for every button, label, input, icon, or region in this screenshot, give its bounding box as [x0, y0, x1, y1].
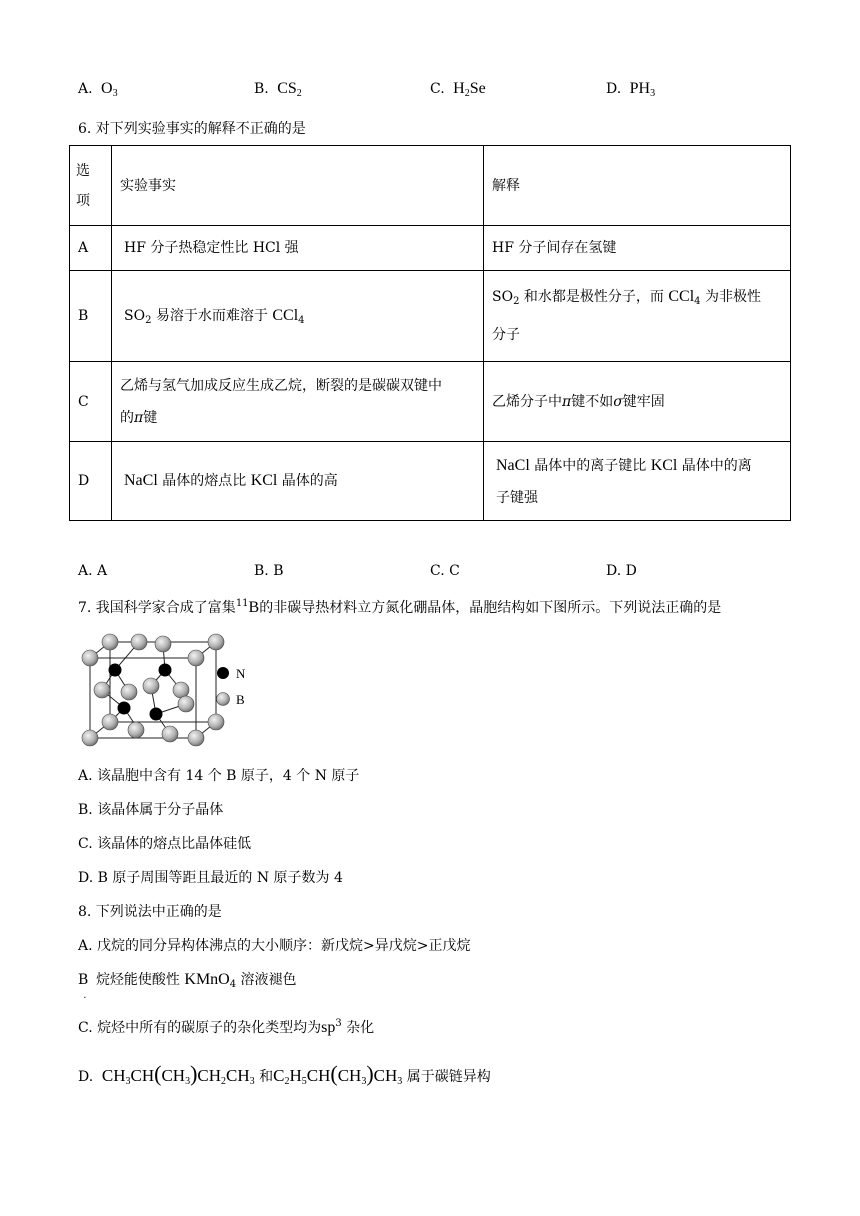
q8-stem: 8. 下列说法中正确的是	[78, 904, 222, 920]
header-option	[70, 146, 112, 226]
crystal-structure-figure	[76, 630, 276, 752]
q6-table	[69, 145, 791, 521]
q5-option-d[interactable]	[606, 80, 655, 98]
q5-option-b[interactable]	[254, 80, 302, 98]
option-label: D.	[78, 1069, 94, 1085]
formula-1: $CH_3CH(CH_3)CH_2CH_3$	[97, 1061, 255, 1087]
row-fact: 乙烯与氢气加成反应生成乙烷，断裂的是碳碳双键中 的π键	[112, 362, 484, 442]
table-row	[70, 226, 791, 271]
q6-option-c[interactable]: C. C	[430, 563, 460, 579]
legend-n-marker	[217, 667, 229, 679]
header-text: 选	[76, 162, 90, 179]
table-row	[70, 442, 791, 521]
q6-option-a[interactable]: A. A	[78, 563, 108, 579]
q7-option-a[interactable]: A. 该晶胞中含有 14 个 B 原子，4 个 N 原子	[78, 768, 360, 784]
option-label: B	[78, 972, 89, 988]
q7-option-c[interactable]: C. 该晶体的熔点比晶体硅低	[78, 836, 252, 852]
q5-option-a[interactable]	[78, 80, 118, 98]
q5-option-c[interactable]	[430, 80, 486, 98]
atoms-n	[109, 664, 172, 721]
option-label: A.	[78, 81, 93, 97]
q8-option-c[interactable]: C. 烷烃中所有的碳原子的杂化类型均为$sp^3$ 杂化	[78, 1018, 375, 1036]
q7-stem: 7. 我国科学家合成了富集$^{11}$B的非碳导热材料立方氮化硼晶体，晶胞结构如下图所示。下列说法正确的是	[78, 598, 722, 616]
option-label: B.	[254, 81, 269, 97]
q6-option-d[interactable]: D. D	[606, 563, 637, 579]
formula: $PH_3$	[629, 80, 656, 99]
legend-n-label: N	[236, 666, 246, 681]
atoms-b	[82, 634, 224, 746]
row-fact: HF 分子热稳定性比 HCl 强	[112, 226, 484, 271]
q8-option-d[interactable]: D. $CH_3CH(CH_3)CH_2CH_3$ 和$C_2H_5CH(CH_3)CH_3$ 属于碳链异构	[78, 1061, 491, 1087]
row-fact: NaCl 晶体的熔点比 KCl 晶体的高	[112, 442, 484, 521]
row-explain: HF 分子间存在氢键	[484, 226, 791, 271]
row-explain: $SO_2$ 和水都是极性分子，而 CCl$_4$ 为非极性 分子	[484, 271, 791, 362]
table-row	[70, 362, 791, 442]
legend-b-label: B	[236, 692, 245, 707]
row-option: D	[70, 442, 112, 521]
formula: $H_2Se$	[453, 80, 486, 99]
q8-option-b[interactable]: $B_.$ 烷烃能使酸性 KMnO$_4$ 溶液褪色	[78, 971, 297, 1001]
header-fact: 实验事实	[112, 146, 484, 226]
q8-option-a[interactable]: A. 戊烷的同分异构体沸点的大小顺序：新戊烷>异戊烷>正戊烷	[78, 938, 471, 954]
row-explain: 乙烯分子中π键不如σ键牢固	[484, 362, 791, 442]
legend-b-marker	[217, 693, 230, 706]
formula: $CS_2$	[277, 80, 302, 99]
option-label: C.	[430, 81, 445, 97]
formula: $O_3$	[101, 80, 118, 99]
q7-option-b[interactable]: B. 该晶体属于分子晶体	[78, 802, 224, 818]
row-fact: $SO_2$ 易溶于水而难溶于 CCl$_4$	[112, 271, 484, 362]
row-option: C	[70, 362, 112, 442]
option-label: D.	[606, 81, 622, 97]
header-text: 项	[76, 192, 90, 209]
header-explain: 解释	[484, 146, 791, 226]
table-row	[70, 271, 791, 362]
row-explain: NaCl 晶体中的离子键比 KCl 晶体中的离 子键强	[484, 442, 791, 521]
row-option: A	[70, 226, 112, 271]
table-header-row	[70, 146, 791, 226]
q6-stem: 6. 对下列实验事实的解释不正确的是	[78, 121, 306, 137]
q6-option-b[interactable]: B. B	[254, 563, 284, 579]
row-option: B	[70, 271, 112, 362]
q7-option-d[interactable]: D. B 原子周围等距且最近的 N 原子数为 4	[78, 870, 343, 886]
formula-2: $C_2H_5CH(CH_3)CH_3$	[273, 1061, 403, 1087]
